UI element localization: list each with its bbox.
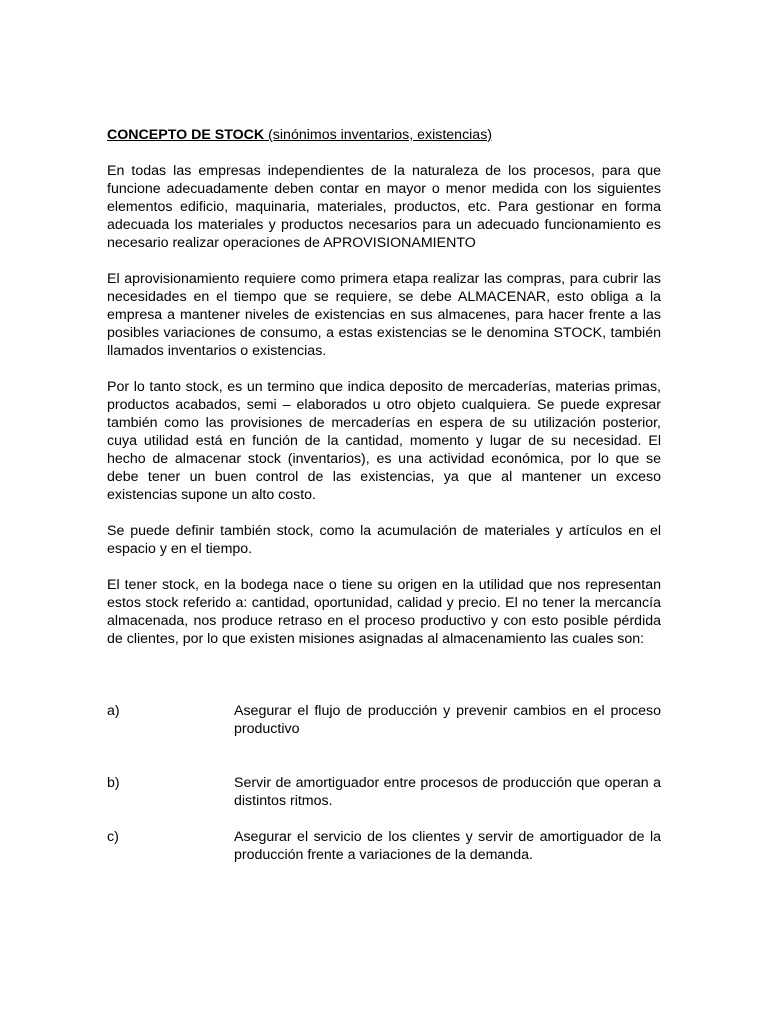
list-item-text: Asegurar el servicio de los clientes y servir de amortiguador de la producción frente a variaciones de la demanda. [234, 829, 661, 863]
list-spacer [107, 648, 661, 684]
paragraph-definicion-stock: Por lo tanto stock, es un termino que indica deposito de mercaderías, materias primas, productos acabados, semi – elaborados u otro objeto cualquiera. Se puede expresar también como las provisiones de mercaderías en espera de su utilización posterior, cuya utilidad está en función de la cantidad, momento y lugar de su necesidad. El hecho de almacenar stock (inventarios), es una actividad económica, por lo que se debe tener un buen control de las existencias, ya que al mantener un exceso existencias supone un alto costo. [107, 379, 661, 503]
list-item-text: Asegurar el flujo de producción y prevenir cambios en el proceso productivo [234, 703, 661, 737]
title-bold-text: CONCEPTO DE STOCK [107, 127, 265, 143]
paragraph-aprovisionamiento-intro: En todas las empresas independientes de la naturaleza de los procesos, para que funcione adecuadamente deben contar en mayor o menor medida con los siguientes elementos edificio, maquinaria, materiales, productos, etc. Para gestionar en forma adecuada los materiales y productos necesarios para un adecuado funcionamiento es necesario realizar operaciones de APROVISIONAMIENTO [107, 163, 661, 251]
paragraph-almacenar: El aprovisionamiento requiere como primera etapa realizar las compras, para cubrir las necesidades en el tiempo que se requiere, se debe ALMACENAR, esto obliga a la empresa a mantener niveles de existencias en sus almacenes, para hacer frente a las posibles variaciones de consumo, a estas existencias se le denomina STOCK, también llamados inventarios o existencias. [107, 271, 661, 359]
document-title [107, 126, 661, 144]
document-page [107, 126, 661, 864]
list-item-a [107, 702, 661, 738]
list-marker: c) [107, 829, 119, 845]
list-item-b [107, 774, 661, 810]
list-item-c [107, 828, 661, 864]
list-item-text: Servir de amortiguador entre procesos de producción que operan a distintos ritmos. [234, 775, 661, 809]
list-marker: a) [107, 703, 120, 719]
list-marker: b) [107, 775, 120, 791]
title-subtitle-text: (sinónimos inventarios, existencias) [264, 127, 493, 143]
paragraph-acumulacion: Se puede definir también stock, como la acumulación de materiales y artículos en el espacio y en el tiempo. [107, 523, 661, 557]
paragraph-misiones: El tener stock, en la bodega nace o tiene su origen en la utilidad que nos representan estos stock referido a: cantidad, oportunidad, calidad y precio. El no tener la mercancía almacenada, nos produce retraso en el proceso productivo y con esto posible pérdida de clientes, por lo que existen misiones asignadas al almacenamiento las cuales son: [107, 577, 661, 647]
